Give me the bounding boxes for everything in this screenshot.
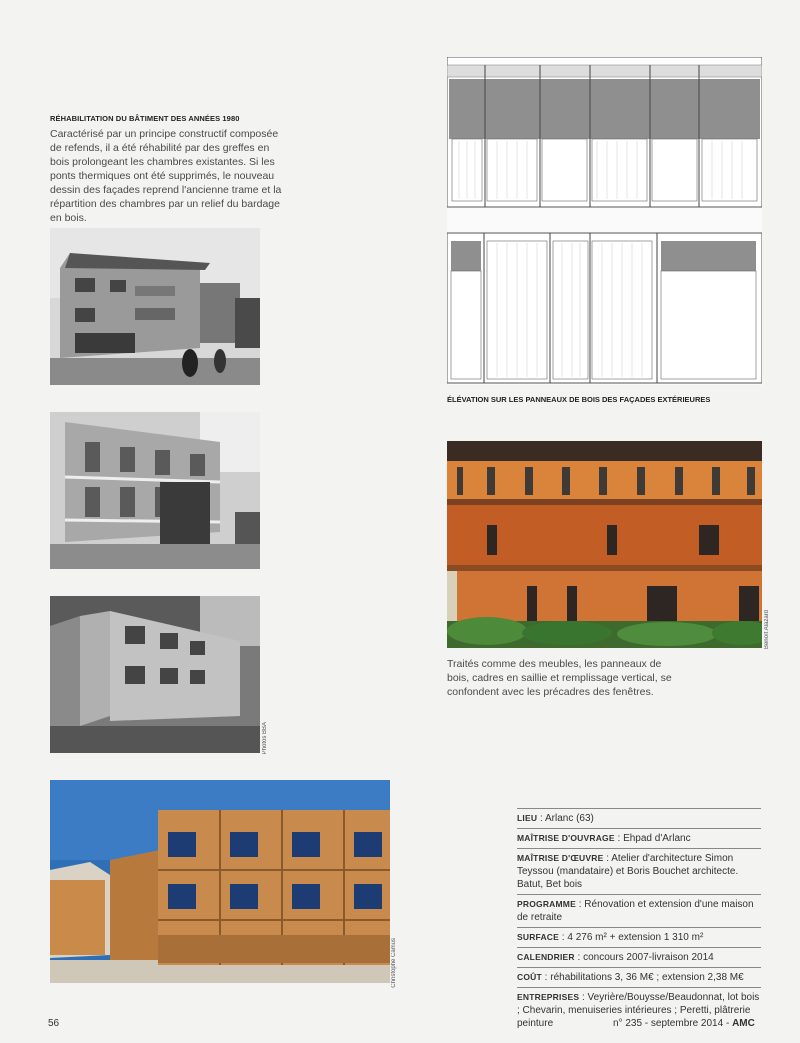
photo-credit: Benoît Alazard [764, 610, 770, 650]
section-title: RÉHABILITATION DU BÂTIMENT DES ANNÉES 1980 [50, 114, 240, 123]
info-row: COÛT : réhabilitations 3, 36 M€ ; extension 2,38 M€ [517, 967, 761, 987]
issue-info: n° 235 - septembre 2014 - AMC [613, 1018, 755, 1029]
photo-credit: Photos BBA [262, 722, 268, 755]
photo-wood-facade [447, 441, 762, 648]
elevation-caption: ÉLÉVATION SUR LES PANNEAUX DE BOIS DES FAÇADES EXTÉRIEURES [447, 395, 711, 404]
info-row: ENTREPRISES : Veyrière/Bouysse/Beaudonnat, lot bois ; Chevarin, menuiseries intérieures ; Peretti, plâtrerie peinture [517, 987, 761, 1033]
info-row: MAÎTRISE D'OUVRAGE : Ehpad d'Arlanc [517, 828, 761, 848]
info-row: LIEU : Arlanc (63) [517, 808, 761, 828]
info-row: SURFACE : 4 276 m² + extension 1 310 m² [517, 927, 761, 947]
info-row: MAÎTRISE D'ŒUVRE : Atelier d'architecture Simon Teyssou (mandataire) et Boris Bouchet architecte. Batut, Bet bois [517, 848, 761, 894]
photo-credit: Christophe Camus [391, 938, 397, 988]
facade-caption: Traités comme des meubles, les panneaux de bois, cadres en saillie et remplissage vertical, se confondent avec les précadres des fenêtres. [447, 658, 672, 698]
photo-clad-facade [50, 596, 260, 753]
photo-color-wood-building [50, 780, 390, 983]
intro-paragraph: Caractérisé par un principe constructif composée de refends, il a été réhabilité par des greffes en bois prolongeant les chambres existantes. Si les ponts thermiques ont été supprimés, le nouveau dessin des façades reprend l'ancienne trame et la répartition des chambres par un relief du bardage en bois. [50, 128, 282, 224]
info-row: CALENDRIER : concours 2007-livraison 2014 [517, 947, 761, 967]
magazine-name: AMC [732, 1018, 755, 1029]
page-number: 56 [48, 1018, 60, 1029]
elevation-drawing [447, 57, 762, 385]
photo-old-building [50, 228, 260, 385]
project-info-table [517, 808, 761, 1033]
photo-construction-site [50, 412, 260, 569]
info-row: PROGRAMME : Rénovation et extension d'une maison de retraite [517, 894, 761, 927]
